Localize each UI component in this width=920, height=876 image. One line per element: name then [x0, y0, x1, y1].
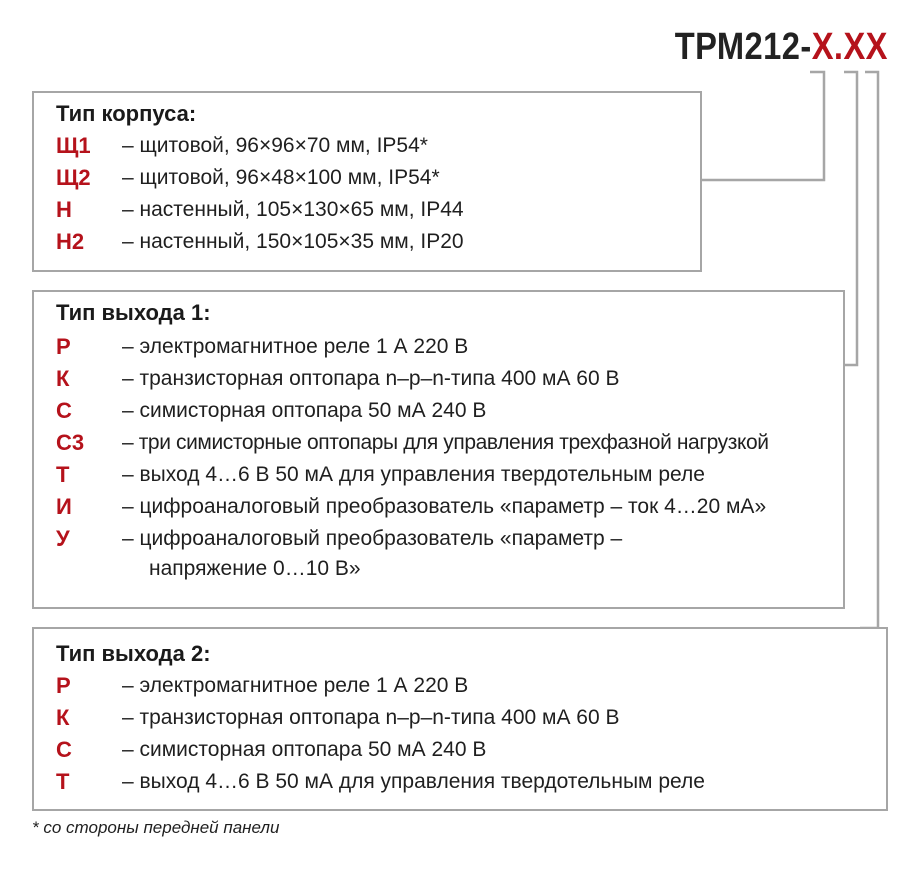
- housing-code: Щ2: [56, 165, 91, 190]
- connector-output1: [843, 72, 857, 365]
- housing-description: – щитовой, 96×96×70 мм, IP54*: [122, 134, 428, 157]
- output1-code: И: [56, 494, 72, 519]
- output2-description: – симисторная оптопара 50 мА 240 В: [122, 738, 487, 761]
- connector-housing: [700, 72, 824, 180]
- output2-box: [32, 627, 888, 811]
- output1-code: С3: [56, 430, 85, 455]
- housing-code: Н2: [56, 229, 85, 254]
- model-code: [675, 26, 888, 69]
- output1-description: – три симисторные оптопары для управления трехфазной нагрузкой: [122, 431, 769, 454]
- output1-description: – цифроаналоговый преобразователь «параметр – ток 4…20 мА»: [122, 495, 767, 518]
- output1-description: – выход 4…6 В 50 мА для управления твердотельным реле: [122, 463, 705, 486]
- model-code-variant-outputs: XX: [843, 26, 888, 68]
- housing-box: [32, 91, 702, 272]
- output2-description: – электромагнитное реле 1 А 220 В: [122, 674, 469, 697]
- output2-title: Тип выхода 2:: [56, 641, 211, 666]
- output1-description: – электромагнитное реле 1 А 220 В: [122, 335, 469, 358]
- model-code-base: ТРМ212-: [674, 26, 812, 68]
- output1-code: К: [56, 366, 70, 391]
- output1-description: – симисторная оптопара 50 мА 240 В: [122, 399, 487, 422]
- output1-code: У: [56, 526, 70, 551]
- connector-output2: [860, 72, 878, 628]
- output1-code: Т: [56, 462, 70, 487]
- housing-code: Н: [56, 197, 72, 222]
- output1-description-continuation: напряжение 0…10 В»: [149, 557, 361, 580]
- output1-description: – цифроаналоговый преобразователь «параметр –: [122, 527, 623, 550]
- housing-title: Тип корпуса:: [56, 101, 197, 126]
- model-code-variant-housing: X: [811, 26, 835, 68]
- output2-code: К: [56, 705, 70, 730]
- output2-description: – транзисторная оптопара n–p–n-типа 400 мА 60 В: [122, 706, 620, 729]
- housing-description: – щитовой, 96×48×100 мм, IP54*: [122, 166, 440, 189]
- output2-code: Т: [56, 769, 70, 794]
- output1-box: [32, 290, 845, 609]
- housing-code: Щ1: [56, 133, 91, 158]
- output2-code: С: [56, 737, 72, 762]
- housing-description: – настенный, 105×130×65 мм, IP44: [122, 198, 464, 221]
- housing-description: – настенный, 150×105×35 мм, IP20: [122, 230, 464, 253]
- model-code-separator: .: [834, 26, 844, 68]
- output1-code: Р: [56, 334, 71, 359]
- output1-description: – транзисторная оптопара n–p–n-типа 400 мА 60 В: [122, 367, 620, 390]
- output2-code: Р: [56, 673, 71, 698]
- output1-title: Тип выхода 1:: [56, 300, 211, 325]
- output2-description: – выход 4…6 В 50 мА для управления твердотельным реле: [122, 770, 705, 793]
- footnote: * со стороны передней панели: [32, 818, 280, 837]
- output1-code: С: [56, 398, 72, 423]
